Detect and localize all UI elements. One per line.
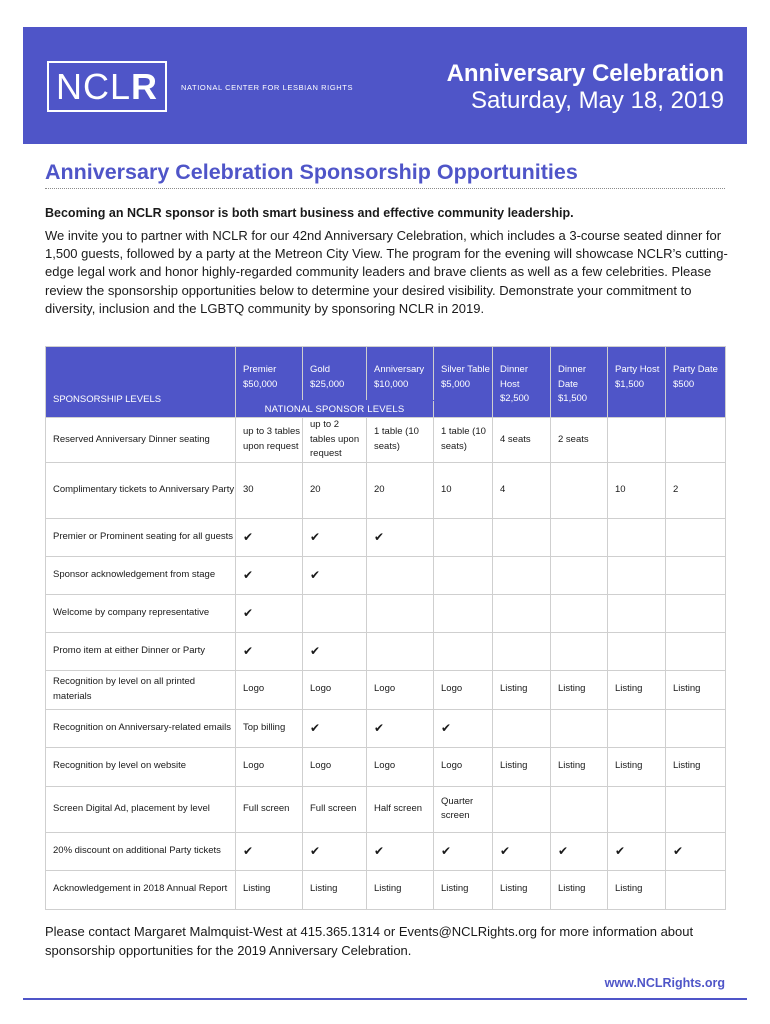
table-cell: Listing — [551, 870, 608, 909]
sponsorship-table — [45, 346, 726, 910]
table-cell: Listing — [493, 870, 551, 909]
table-row — [46, 832, 726, 870]
table-cell: Listing — [666, 670, 726, 709]
check-icon: ✔ — [303, 556, 367, 594]
column-header — [551, 347, 608, 418]
table-cell — [608, 518, 666, 556]
table-cell: Listing — [608, 870, 666, 909]
table-cell: Full screen — [303, 786, 367, 832]
table-cell — [551, 556, 608, 594]
table-cell — [551, 709, 608, 747]
table-cell: Listing — [493, 670, 551, 709]
table-row — [46, 462, 726, 518]
table-cell — [608, 786, 666, 832]
table-cell — [493, 556, 551, 594]
table-cell: Logo — [236, 670, 303, 709]
table-cell: Full screen — [236, 786, 303, 832]
logo-text-light: NCL — [55, 66, 132, 107]
column-name: Premier — [243, 364, 277, 375]
website-link[interactable]: www.NCLRights.org — [604, 976, 725, 990]
table-cell — [434, 556, 493, 594]
header-banner — [23, 27, 747, 144]
check-icon: ✔ — [303, 632, 367, 670]
check-icon: ✔ — [551, 832, 608, 870]
table-cell: Listing — [551, 747, 608, 786]
check-icon: ✔ — [236, 594, 303, 632]
contact-text: Please contact Margaret Malmquist-West at 415.365.1314 or Events@NCLRights.org for more information about sponsorship opportunities for the 2019 Anniversary Celebration. — [45, 924, 694, 958]
table-cell — [434, 594, 493, 632]
row-label: Recognition by level on all printed materials — [46, 670, 236, 709]
table-cell: 20 — [367, 462, 434, 518]
table-cell — [608, 632, 666, 670]
column-name: Gold — [310, 364, 331, 375]
footer-divider — [23, 998, 747, 1000]
check-icon: ✔ — [236, 518, 303, 556]
table-cell — [666, 632, 726, 670]
table-cell: Listing — [236, 870, 303, 909]
table-cell: 10 — [434, 462, 493, 518]
table-cell — [608, 709, 666, 747]
table-row — [46, 709, 726, 747]
table-cell — [666, 556, 726, 594]
column-name: Silver Table — [441, 364, 490, 375]
logo-text-bold: R — [131, 66, 159, 107]
table-cell: 20 — [303, 462, 367, 518]
table-row — [46, 747, 726, 786]
column-price: $25,000 — [310, 378, 345, 390]
table-row — [46, 870, 726, 909]
row-label: Reserved Anniversary Dinner seating — [46, 418, 236, 463]
table-cell: Logo — [367, 747, 434, 786]
table-row — [46, 786, 726, 832]
table-cell — [493, 594, 551, 632]
table-cell: 1 table (10 seats) — [367, 418, 434, 463]
row-label: 20% discount on additional Party tickets — [46, 832, 236, 870]
table-cell — [551, 518, 608, 556]
table-cell — [367, 556, 434, 594]
table-row — [46, 632, 726, 670]
column-name: Anniversary — [374, 364, 425, 375]
table-row — [46, 418, 726, 463]
table-row — [46, 670, 726, 709]
table-cell — [608, 556, 666, 594]
table-cell — [551, 632, 608, 670]
table-cell: Logo — [236, 747, 303, 786]
table-cell — [551, 786, 608, 832]
check-icon: ✔ — [303, 518, 367, 556]
table-cell — [666, 709, 726, 747]
table-cell: Listing — [493, 747, 551, 786]
nclr-logo — [47, 61, 167, 112]
table-cell: Quarter screen — [434, 786, 493, 832]
table-cell — [367, 632, 434, 670]
column-price: $500 — [673, 378, 695, 390]
table-cell — [666, 786, 726, 832]
check-icon: ✔ — [236, 556, 303, 594]
column-header — [303, 347, 367, 401]
sponsorship-levels-label: SPONSORSHIP LEVELS — [46, 347, 236, 418]
table-cell: Listing — [303, 870, 367, 909]
table-cell: Half screen — [367, 786, 434, 832]
table-cell — [666, 594, 726, 632]
lead-sentence: Becoming an NCLR sponsor is both smart business and effective community leadership. — [45, 206, 574, 220]
table-cell — [666, 870, 726, 909]
column-header — [236, 347, 303, 401]
check-icon: ✔ — [434, 832, 493, 870]
table-cell: Listing — [666, 747, 726, 786]
column-price: $2,500 — [500, 393, 530, 404]
table-cell — [493, 632, 551, 670]
row-label: Sponsor acknowledgement from stage — [46, 556, 236, 594]
table-cell — [608, 418, 666, 463]
event-title: Anniversary Celebration — [446, 60, 724, 87]
table-cell — [608, 594, 666, 632]
table-cell: 4 seats — [493, 418, 551, 463]
table-cell — [493, 518, 551, 556]
table-cell — [367, 594, 434, 632]
table-cell: Logo — [434, 670, 493, 709]
check-icon: ✔ — [493, 832, 551, 870]
table-cell — [666, 418, 726, 463]
national-sponsor-levels-label: NATIONAL SPONSOR LEVELS — [236, 401, 434, 418]
table-row — [46, 518, 726, 556]
table-cell: Listing — [608, 747, 666, 786]
check-icon: ✔ — [303, 709, 367, 747]
table-cell: 10 — [608, 462, 666, 518]
table-cell: 4 — [493, 462, 551, 518]
row-label: Acknowledgement in 2018 Annual Report — [46, 870, 236, 909]
table-cell: Listing — [434, 870, 493, 909]
column-price: $1,500 — [615, 378, 645, 390]
column-header — [367, 347, 434, 401]
table-cell: Logo — [303, 670, 367, 709]
column-price: $50,000 — [243, 378, 278, 390]
table-cell — [434, 632, 493, 670]
row-label: Recognition by level on website — [46, 747, 236, 786]
table-row — [46, 556, 726, 594]
check-icon: ✔ — [608, 832, 666, 870]
row-label: Complimentary tickets to Anniversary Party — [46, 462, 236, 518]
column-header — [608, 347, 666, 418]
table-cell: Logo — [367, 670, 434, 709]
row-label: Promo item at either Dinner or Party — [46, 632, 236, 670]
row-label: Recognition on Anniversary-related emails — [46, 709, 236, 747]
column-name: Party Host — [615, 364, 660, 375]
table-cell — [303, 594, 367, 632]
table-cell: 30 — [236, 462, 303, 518]
check-icon: ✔ — [367, 832, 434, 870]
table-cell: 2 — [666, 462, 726, 518]
table-cell: up to 2 tables upon request — [303, 418, 367, 463]
column-name: Dinner Date — [558, 364, 586, 390]
table-cell: 2 seats — [551, 418, 608, 463]
table-cell: Listing — [551, 670, 608, 709]
intro-paragraph: We invite you to partner with NCLR for our 42nd Anniversary Celebration, which includes a 3-course seated dinner for 1,500 guests, followed by a party at the Metreon City View. The program for the evening will showcase NCLR’s cutting-edge legal work and honor highly-regarded community leaders and brave clients as well as a few celebrities. Please review the sponsorship opportunities below to determine your desired visibility. Demonstrate your commitment to diversity, inclusion and the LGBTQ community by sponsoring NCLR in 2019. — [45, 228, 728, 316]
check-icon: ✔ — [434, 709, 493, 747]
check-icon: ✔ — [236, 832, 303, 870]
column-name: Dinner Host — [500, 364, 528, 390]
heading-divider — [45, 188, 725, 189]
table-cell: 1 table (10 seats) — [434, 418, 493, 463]
org-name: NATIONAL CENTER FOR LESBIAN RIGHTS — [181, 83, 354, 92]
table-cell — [434, 518, 493, 556]
column-price: $1,500 — [558, 393, 588, 404]
column-header — [434, 347, 493, 418]
table-cell — [493, 786, 551, 832]
table-cell: Logo — [434, 747, 493, 786]
table-cell — [551, 594, 608, 632]
event-date: Saturday, May 18, 2019 — [470, 87, 724, 114]
table-cell: Logo — [303, 747, 367, 786]
row-label: Screen Digital Ad, placement by level — [46, 786, 236, 832]
table-cell — [666, 518, 726, 556]
table-row — [46, 594, 726, 632]
row-label: Premier or Prominent seating for all guests — [46, 518, 236, 556]
table-cell — [551, 462, 608, 518]
check-icon: ✔ — [303, 832, 367, 870]
column-price: $10,000 — [374, 378, 409, 390]
table-cell: Listing — [608, 670, 666, 709]
table-cell — [493, 709, 551, 747]
page-heading: Anniversary Celebration Sponsorship Opportunities — [45, 160, 578, 184]
check-icon: ✔ — [236, 632, 303, 670]
check-icon: ✔ — [367, 518, 434, 556]
check-icon: ✔ — [666, 832, 726, 870]
check-icon: ✔ — [367, 709, 434, 747]
column-header — [666, 347, 726, 418]
table-cell: up to 3 tables upon request — [236, 418, 303, 463]
column-price: $5,000 — [441, 378, 471, 390]
column-header — [493, 347, 551, 418]
row-label: Welcome by company representative — [46, 594, 236, 632]
table-cell: Top billing — [236, 709, 303, 747]
table-cell: Listing — [367, 870, 434, 909]
column-name: Party Date — [673, 364, 718, 375]
